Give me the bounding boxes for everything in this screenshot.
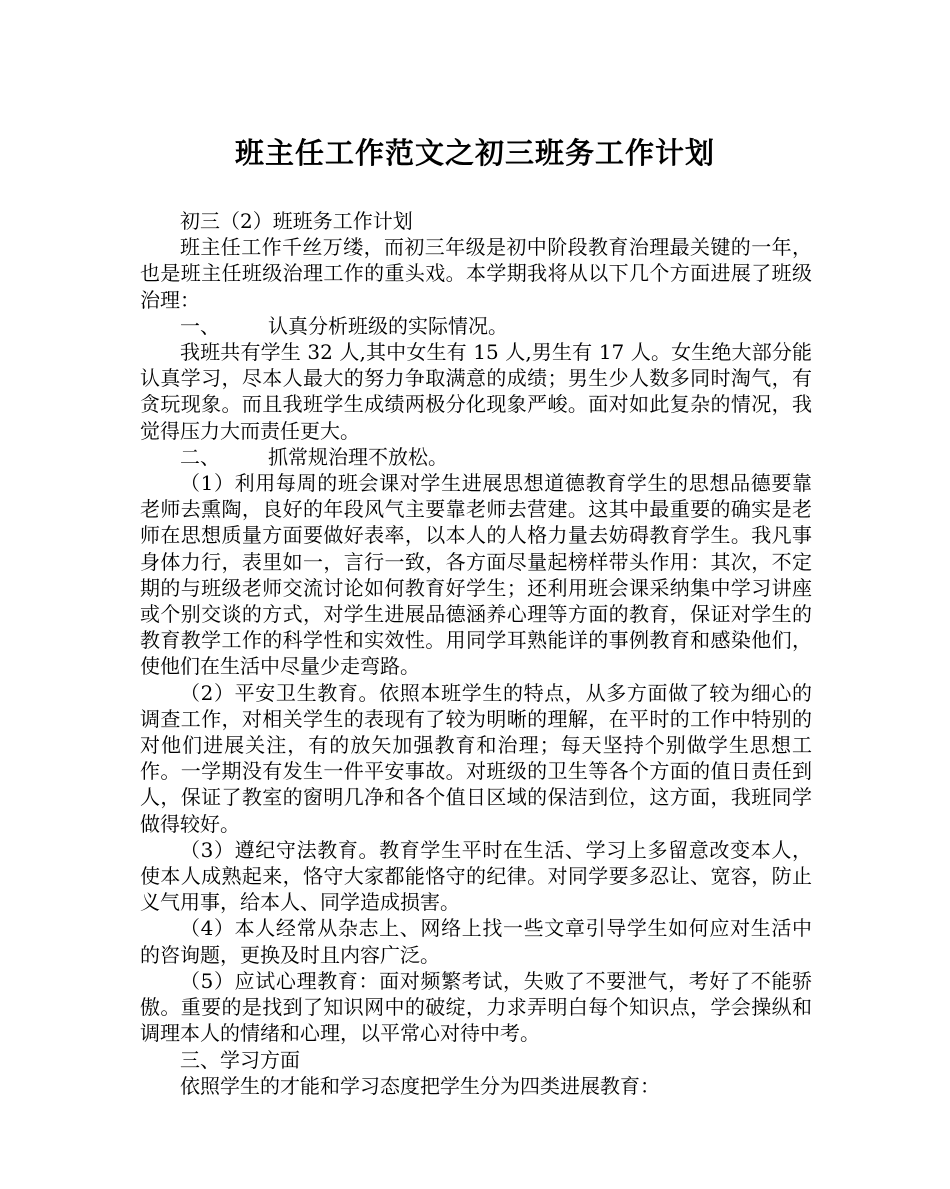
- paragraph-item-2: （2）平安卫生教育。依照本班学生的特点，从多方面做了较为细心的调查工作，对相关学生的表现有了较为明晰的理解，在平时的工作中特别的对他们进展关注，有的放矢加强教育和治理；每天坚持个别做学生思想工作。一学期没有发生一件平安事故。对班级的卫生等各个方面的值日责任到人，保证了教室的窗明几净和各个值日区域的保洁到位，这方面，我班同学做得较好。: [140, 680, 812, 836]
- section-marker-1: 一、: [180, 313, 220, 338]
- paragraph-study-groups: 依照学生的才能和学习态度把学生分为四类进展教育：: [180, 1073, 660, 1098]
- paragraph-class-plan-heading: 初三（2）班班务工作计划: [180, 209, 413, 233]
- section-heading-1-text: 认真分析班级的实际情况。: [268, 313, 508, 338]
- section-heading-3: 三、学习方面: [180, 1047, 300, 1072]
- paragraph-class-situation: 我班共有学生 32 人,其中女生有 15 人,男生有 17 人。女生绝大部分能认真学习，尽本人最大的努力争取满意的成绩；男生少人数多同时淘气，有贪玩现象。而且我班学生成绩两极分化现象严峻。面对如此复杂的情况，我觉得压力大而责任更大。: [140, 340, 812, 443]
- paragraph-item-1: （1）利用每周的班会课对学生进展思想道德教育学生的思想品德要靠老师去熏陶，良好的年段风气主要靠老师去营建。这其中最重要的确实是老师在思想质量方面要做好表率，以本人的人格力量去妨碍教育学生。我凡事身体力行，表里如一，言行一致，各方面尽量起榜样带头作用：其次，不定期的与班级老师交流讨论如何教育好学生；还利用班会课采纳集中学习讲座或个别交谈的方式，对学生进展品德涵养心理等方面的教育，保证对学生的教育教学工作的科学性和实效性。用同学耳熟能详的事例教育和感染他们，使他们在生活中尽量少走弯路。: [140, 471, 812, 679]
- section-marker-2: 二、: [180, 444, 220, 469]
- section-heading-2-text: 抓常规治理不放松。: [268, 444, 448, 469]
- document-title: 班主任工作范文之初三班务工作计划: [234, 136, 715, 170]
- section-heading-1: [140, 313, 812, 339]
- document-body: [140, 208, 812, 1099]
- paragraph-item-5: （5）应试心理教育：面对频繁考试，失败了不要泄气，考好了不能骄傲。重要的是找到了知识网中的破绽，力求弄明白每个知识点，学会操纵和调理本人的情绪和心理，以平常心对待中考。: [140, 968, 812, 1046]
- paragraph-intro: 班主任工作千丝万缕，而初三年级是初中阶段教育治理最关键的一年，也是班主任班级治理工作的重头戏。本学期我将从以下几个方面进展了班级治理：: [140, 235, 812, 312]
- paragraph-item-4: （4）本人经常从杂志上、网络上找一些文章引导学生如何应对生活中的咨询题，更换及时且内容广泛。: [140, 916, 812, 967]
- paragraph-item-3: （3）遵纪守法教育。教育学生平时在生活、学习上多留意改变本人，使本人成熟起来，恪守大家都能恪守的纪律。对同学要多忍让、宽容，防止义气用事，给本人、同学造成损害。: [140, 837, 812, 915]
- section-heading-2: [140, 444, 812, 470]
